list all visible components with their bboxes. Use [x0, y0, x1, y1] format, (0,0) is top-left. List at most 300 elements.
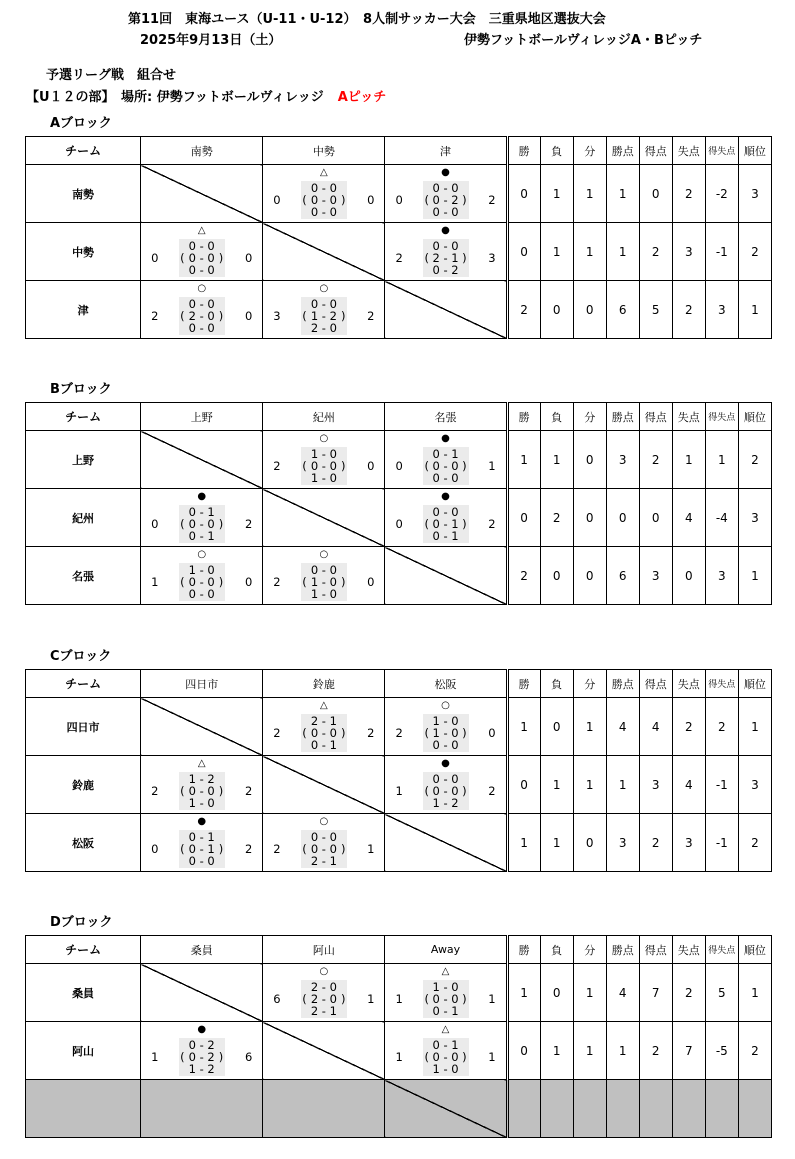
goals-against: 2	[244, 784, 253, 798]
block-title: Cブロック	[50, 649, 112, 664]
half-score-first: 0 - 0	[310, 297, 337, 311]
paren-close: )	[340, 459, 346, 473]
stat-draw: 1	[573, 964, 606, 1022]
half-score-second: 2 - 1	[432, 251, 459, 265]
paren-open: (	[302, 575, 307, 589]
self-match-diagonal	[385, 281, 507, 339]
column-header-team: チーム	[26, 137, 141, 165]
match-result-cell	[385, 1022, 507, 1080]
paren-close: )	[218, 251, 224, 265]
match-result-cell	[141, 547, 263, 605]
team-name: 桑員	[26, 964, 141, 1022]
stat-draw: 0	[573, 489, 606, 547]
column-header-points: 勝点	[606, 670, 639, 698]
goals-for: 1	[151, 575, 159, 589]
half-score-third: 2 - 1	[310, 854, 337, 868]
match-result-cell	[141, 489, 263, 547]
half-score-second: 0 - 0	[432, 992, 459, 1006]
stat-ga: 0	[672, 547, 705, 605]
goals-for: 0	[151, 251, 159, 265]
half-score-first: 0 - 0	[310, 830, 337, 844]
stat-points: 3	[606, 431, 639, 489]
column-header-ga: 失点	[672, 670, 705, 698]
match-result-cell	[141, 223, 263, 281]
stat-win: 0	[507, 1022, 540, 1080]
result-mark: △	[197, 225, 206, 236]
goals-for: 2	[395, 726, 403, 740]
half-score-third: 1 - 0	[432, 1062, 459, 1076]
half-score-first: 0 - 0	[432, 772, 459, 786]
stat-win: 2	[507, 281, 540, 339]
stat-loss: 0	[540, 547, 573, 605]
paren-close: )	[462, 992, 467, 1006]
self-match-diagonal	[263, 1022, 385, 1080]
column-header-ga: 失点	[672, 936, 705, 964]
stat-draw: 1	[573, 1022, 606, 1080]
half-score-third: 0 - 1	[310, 738, 337, 752]
column-header-opponent: 松阪	[385, 670, 507, 698]
column-header-points: 勝点	[606, 403, 639, 431]
stat-win: 0	[507, 165, 540, 223]
result-mark: ●	[441, 758, 450, 769]
team-name: 阿山	[26, 1022, 141, 1080]
team-row	[26, 165, 772, 223]
stat-points: 1	[606, 223, 639, 281]
result-mark: ●	[441, 167, 450, 178]
stat-loss: 2	[540, 489, 573, 547]
tournament-title: 第11回 東海ユース（U-11・U-12） 8人制サッカー大会 三重県地区選抜大会	[128, 12, 606, 27]
column-header-ga: 失点	[672, 137, 705, 165]
stat-ga: 2	[672, 698, 705, 756]
column-header-gd: 得失点	[705, 137, 738, 165]
goals-against: 2	[367, 726, 375, 740]
goals-against: 1	[488, 1050, 496, 1064]
pitch-label: Aピッチ	[337, 90, 387, 105]
stat-gf: 0	[639, 489, 672, 547]
stat-loss: 1	[540, 814, 573, 872]
stat-gf: 4	[639, 698, 672, 756]
team-name: 上野	[26, 431, 141, 489]
paren-open: (	[302, 309, 307, 323]
half-score-second: 2 - 0	[188, 309, 215, 323]
column-header-loss: 負	[540, 403, 573, 431]
team-name: 紀州	[26, 489, 141, 547]
team-name: 中勢	[26, 223, 141, 281]
paren-close: )	[462, 784, 467, 798]
team-name: 名張	[26, 547, 141, 605]
half-score-third: 0 - 1	[188, 529, 215, 543]
self-match-diagonal	[385, 547, 507, 605]
stat-gf: 3	[639, 547, 672, 605]
match-result-cell	[141, 1022, 263, 1080]
team-name: 四日市	[26, 698, 141, 756]
paren-close: )	[218, 842, 224, 856]
result-mark: △	[320, 700, 328, 711]
stat-win: 0	[507, 223, 540, 281]
paren-close: )	[218, 517, 224, 531]
stat-ga	[672, 1080, 705, 1138]
half-score-first: 0 - 2	[188, 1038, 215, 1052]
goals-against: 1	[367, 992, 375, 1006]
self-match-diagonal	[141, 698, 263, 756]
paren-open: (	[180, 251, 185, 265]
paren-open: (	[424, 784, 429, 798]
column-header-draw: 分	[573, 137, 606, 165]
team-row	[26, 814, 772, 872]
column-header-draw: 分	[573, 936, 606, 964]
stat-gf: 5	[639, 281, 672, 339]
half-score-third: 1 - 0	[310, 471, 337, 485]
half-score-first: 2 - 1	[310, 714, 337, 728]
self-match-diagonal	[385, 814, 507, 872]
result-mark: ●	[441, 433, 450, 444]
paren-open: (	[180, 517, 185, 531]
team-name: 鈴鹿	[26, 756, 141, 814]
paren-close: )	[340, 726, 346, 740]
goals-against: 0	[367, 459, 375, 473]
half-score-third: 0 - 1	[432, 529, 459, 543]
stat-points: 4	[606, 964, 639, 1022]
team-name: 津	[26, 281, 141, 339]
empty-cell	[263, 1080, 385, 1138]
half-score-second: 0 - 0	[188, 517, 215, 531]
half-score-first: 2 - 0	[310, 980, 337, 994]
stat-rank: 1	[738, 547, 771, 605]
goals-against: 6	[244, 1050, 253, 1064]
goals-for: 0	[395, 193, 403, 207]
team-row	[26, 1022, 772, 1080]
half-score-first: 0 - 0	[188, 297, 215, 311]
team-row	[26, 1080, 772, 1138]
result-mark: ○	[441, 700, 450, 711]
half-score-third: 0 - 0	[310, 205, 337, 219]
column-header-team: チーム	[26, 403, 141, 431]
paren-open: (	[424, 992, 429, 1006]
column-header-opponent: Away	[385, 936, 507, 964]
column-header-win: 勝	[507, 137, 540, 165]
goals-against: 0	[367, 575, 375, 589]
stat-points: 0	[606, 489, 639, 547]
stat-points: 3	[606, 814, 639, 872]
goals-for: 1	[395, 1050, 403, 1064]
half-score-second: 0 - 0	[432, 1050, 459, 1064]
column-header-ga: 失点	[672, 403, 705, 431]
stat-loss: 1	[540, 165, 573, 223]
paren-close: )	[218, 1050, 224, 1064]
stat-gd: -1	[705, 756, 738, 814]
half-score-third: 0 - 0	[432, 738, 459, 752]
stat-gf: 7	[639, 964, 672, 1022]
column-header-win: 勝	[507, 936, 540, 964]
stat-rank: 1	[738, 281, 771, 339]
column-header-win: 勝	[507, 403, 540, 431]
half-score-third: 0 - 1	[432, 1004, 459, 1018]
half-score-first: 0 - 0	[432, 181, 459, 195]
column-header-opponent: 南勢	[141, 137, 263, 165]
half-score-first: 0 - 0	[432, 505, 459, 519]
column-header-points: 勝点	[606, 137, 639, 165]
paren-open: (	[302, 193, 307, 207]
stat-gd: -1	[705, 223, 738, 281]
goals-against: 0	[367, 193, 375, 207]
paren-open: (	[180, 784, 185, 798]
column-header-opponent: 阿山	[263, 936, 385, 964]
match-result-cell	[263, 281, 385, 339]
paren-open: (	[302, 459, 307, 473]
half-score-third: 1 - 0	[310, 587, 337, 601]
half-score-third: 0 - 0	[188, 587, 215, 601]
league-table	[25, 402, 772, 605]
stat-draw: 1	[573, 698, 606, 756]
paren-open: (	[424, 251, 429, 265]
result-mark: ○	[319, 816, 329, 827]
stat-loss: 0	[540, 698, 573, 756]
stat-draw: 1	[573, 223, 606, 281]
stat-rank: 2	[738, 431, 771, 489]
paren-open: (	[302, 842, 307, 856]
half-score-third: 0 - 0	[432, 471, 459, 485]
match-result-cell	[141, 281, 263, 339]
stat-win: 2	[507, 547, 540, 605]
paren-close: )	[340, 992, 346, 1006]
block-title: Aブロック	[50, 116, 112, 131]
empty-cell	[141, 1080, 263, 1138]
half-score-third: 2 - 0	[310, 321, 337, 335]
stat-ga: 3	[672, 223, 705, 281]
goals-for: 2	[151, 309, 159, 323]
match-date: 2025年9月13日（土）	[140, 33, 282, 48]
half-score-first: 0 - 1	[432, 1038, 459, 1052]
league-table	[25, 136, 772, 339]
column-header-rank: 順位	[738, 403, 771, 431]
stat-loss: 0	[540, 964, 573, 1022]
half-score-second: 1 - 2	[310, 309, 337, 323]
stat-loss: 0	[540, 281, 573, 339]
stat-gd: 2	[705, 698, 738, 756]
team-row	[26, 431, 772, 489]
stat-draw: 0	[573, 547, 606, 605]
stat-rank: 3	[738, 165, 771, 223]
match-result-cell	[263, 165, 385, 223]
half-score-second: 0 - 0	[310, 193, 337, 207]
goals-for: 2	[151, 784, 159, 798]
league-table	[25, 935, 772, 1138]
goals-for: 2	[273, 726, 281, 740]
half-score-third: 0 - 0	[188, 854, 215, 868]
team-row	[26, 698, 772, 756]
paren-open: (	[424, 1050, 429, 1064]
team-name: 南勢	[26, 165, 141, 223]
goals-for: 2	[395, 251, 403, 265]
paren-close: )	[462, 459, 467, 473]
header-row	[26, 137, 772, 165]
match-result-cell	[385, 431, 507, 489]
stat-loss	[540, 1080, 573, 1138]
league-table	[25, 669, 772, 872]
stat-gf: 3	[639, 756, 672, 814]
half-score-third: 0 - 0	[188, 263, 215, 277]
column-header-opponent: 紀州	[263, 403, 385, 431]
stat-gd: 1	[705, 431, 738, 489]
stat-rank	[738, 1080, 771, 1138]
half-score-first: 0 - 0	[432, 239, 459, 253]
stat-ga: 2	[672, 281, 705, 339]
stat-gf: 2	[639, 1022, 672, 1080]
team-row	[26, 489, 772, 547]
column-header-gf: 得点	[639, 936, 672, 964]
stat-draw: 1	[573, 165, 606, 223]
half-score-second: 2 - 0	[310, 992, 337, 1006]
column-header-team: チーム	[26, 670, 141, 698]
result-mark: △	[197, 758, 206, 769]
half-score-second: 0 - 0	[432, 459, 459, 473]
stat-points	[606, 1080, 639, 1138]
goals-against: 0	[244, 309, 253, 323]
team-row	[26, 281, 772, 339]
column-header-draw: 分	[573, 670, 606, 698]
half-score-first: 0 - 0	[188, 239, 215, 253]
result-mark: ○	[319, 433, 329, 444]
paren-close: )	[340, 842, 346, 856]
half-score-first: 1 - 0	[310, 447, 337, 461]
half-score-first: 0 - 1	[188, 830, 215, 844]
half-score-second: 0 - 0	[432, 784, 459, 798]
half-score-first: 1 - 0	[188, 563, 215, 577]
paren-close: )	[218, 309, 224, 323]
match-result-cell	[263, 698, 385, 756]
half-score-third: 1 - 0	[188, 796, 215, 810]
stat-rank: 3	[738, 756, 771, 814]
self-match-diagonal	[263, 489, 385, 547]
goals-against: 1	[488, 459, 496, 473]
division-line	[26, 86, 386, 105]
column-header-rank: 順位	[738, 137, 771, 165]
column-header-points: 勝点	[606, 936, 639, 964]
paren-close: )	[340, 575, 346, 589]
stat-gd: -1	[705, 814, 738, 872]
half-score-third: 2 - 1	[310, 1004, 337, 1018]
stat-win: 1	[507, 698, 540, 756]
team-row	[26, 223, 772, 281]
team-row	[26, 964, 772, 1022]
match-result-cell	[385, 489, 507, 547]
self-match-diagonal	[263, 223, 385, 281]
goals-for: 6	[273, 992, 281, 1006]
stat-loss: 1	[540, 223, 573, 281]
paren-open: (	[424, 726, 429, 740]
column-header-rank: 順位	[738, 670, 771, 698]
header-row	[26, 670, 772, 698]
half-score-second: 0 - 2	[432, 193, 459, 207]
stat-rank: 2	[738, 223, 771, 281]
self-match-diagonal	[385, 1080, 507, 1138]
stat-rank: 1	[738, 698, 771, 756]
stat-rank: 2	[738, 814, 771, 872]
result-mark: ●	[197, 491, 207, 502]
column-header-opponent: 名張	[385, 403, 507, 431]
goals-for: 2	[273, 575, 281, 589]
stat-gd: 5	[705, 964, 738, 1022]
goals-against: 2	[488, 517, 496, 531]
half-score-second: 0 - 0	[188, 575, 215, 589]
stat-ga: 2	[672, 964, 705, 1022]
result-mark: △	[320, 167, 328, 178]
stat-ga: 1	[672, 431, 705, 489]
stat-rank: 1	[738, 964, 771, 1022]
stat-win: 1	[507, 431, 540, 489]
column-header-gf: 得点	[639, 403, 672, 431]
stat-gd: 3	[705, 281, 738, 339]
match-result-cell	[385, 698, 507, 756]
stat-points: 1	[606, 165, 639, 223]
paren-open: (	[424, 517, 429, 531]
paren-close: )	[462, 193, 467, 207]
stat-ga: 4	[672, 489, 705, 547]
paren-close: )	[462, 517, 467, 531]
stat-points: 1	[606, 756, 639, 814]
goals-for: 1	[395, 992, 403, 1006]
column-header-team: チーム	[26, 936, 141, 964]
paren-close: )	[340, 309, 346, 323]
goals-against: 0	[488, 726, 496, 740]
result-mark: ○	[319, 283, 329, 294]
goals-against: 2	[367, 309, 375, 323]
stat-loss: 1	[540, 756, 573, 814]
goals-against: 0	[244, 575, 253, 589]
goals-for: 3	[273, 309, 281, 323]
paren-close: )	[462, 251, 467, 265]
goals-against: 1	[488, 992, 496, 1006]
half-score-second: 0 - 0	[310, 726, 337, 740]
stat-gf: 2	[639, 814, 672, 872]
column-header-loss: 負	[540, 670, 573, 698]
paren-open: (	[180, 842, 185, 856]
block-title: Dブロック	[50, 915, 113, 930]
stat-win: 0	[507, 489, 540, 547]
match-result-cell	[385, 223, 507, 281]
goals-for: 2	[273, 842, 281, 856]
column-header-rank: 順位	[738, 936, 771, 964]
stat-ga: 3	[672, 814, 705, 872]
goals-against: 2	[488, 784, 496, 798]
paren-close: )	[218, 784, 224, 798]
goals-against: 0	[244, 251, 253, 265]
match-result-cell	[263, 814, 385, 872]
half-score-second: 0 - 0	[188, 251, 215, 265]
column-header-loss: 負	[540, 936, 573, 964]
half-score-first: 0 - 0	[310, 563, 337, 577]
half-score-first: 1 - 0	[432, 980, 459, 994]
result-mark: ○	[319, 966, 329, 977]
stat-points: 6	[606, 281, 639, 339]
stat-ga: 7	[672, 1022, 705, 1080]
paren-close: )	[340, 193, 346, 207]
stat-win: 1	[507, 814, 540, 872]
division-label: 【U１２の部】 場所: 伊勢フットボールヴィレッジ	[26, 90, 324, 105]
stat-rank: 2	[738, 1022, 771, 1080]
result-mark: ●	[441, 225, 450, 236]
result-mark: ○	[197, 549, 207, 560]
stat-gf: 0	[639, 165, 672, 223]
half-score-second: 0 - 0	[310, 459, 337, 473]
team-name: 松阪	[26, 814, 141, 872]
result-mark: △	[441, 1024, 450, 1035]
stat-gf	[639, 1080, 672, 1138]
stat-draw: 0	[573, 814, 606, 872]
half-score-second: 0 - 0	[310, 842, 337, 856]
goals-for: 0	[395, 517, 403, 531]
goals-for: 1	[151, 1050, 159, 1064]
